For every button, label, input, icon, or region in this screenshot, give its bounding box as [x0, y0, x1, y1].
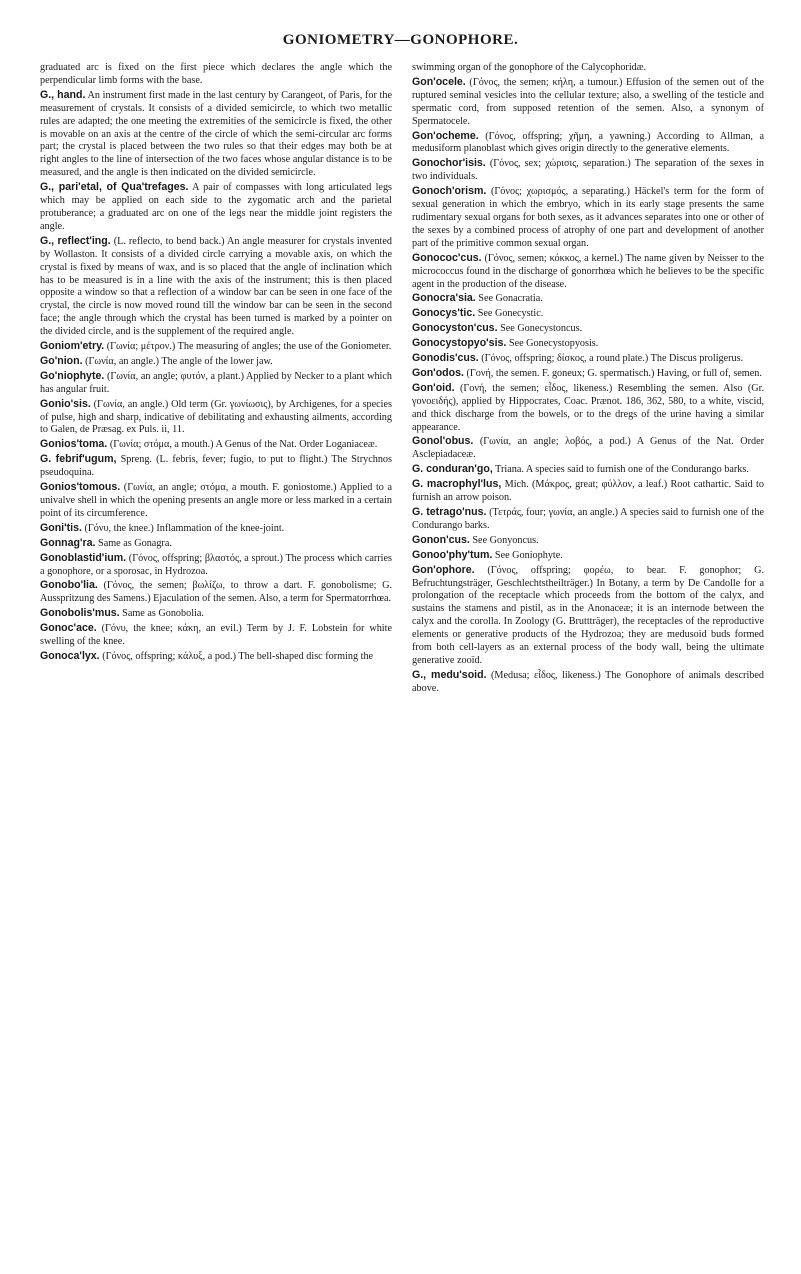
entry-headword: Gonochor'isis.: [412, 157, 486, 170]
dictionary-entry: [412, 307, 764, 321]
entry-headword: Gonodis'cus.: [412, 352, 479, 365]
entry-headword: Gon'odos.: [412, 366, 464, 379]
dictionary-entry: [40, 370, 392, 397]
dictionary-entry: [40, 181, 392, 234]
entry-headword: G. conduran'go,: [412, 463, 493, 476]
entry-definition: swimming organ of the gonophore of the Calycophoridæ.: [412, 62, 647, 73]
entry-definition: See Gonecystic.: [475, 308, 544, 320]
entry-headword: Gonococ'cus.: [412, 251, 482, 264]
entry-headword: G., hand.: [40, 88, 86, 101]
entry-definition: (Γονή, the semen; εἶδος, likeness.) Resembling the semen. Also (Gr. γονοειδής), applied by Hippocrates, Coac. Prænot. 186, 362, 580, to a white, viscid, and thick discharge from the bowels, or to the dregs of the urine having a similar appearance.: [412, 382, 764, 433]
entry-headword: Gonios'toma.: [40, 438, 108, 451]
entry-definition: (Γόνος, offspring; βλαστός, a sprout.) The process which carries a gonophore, or a sporosac, in Hydrozoa.: [40, 552, 392, 577]
dictionary-entry: [40, 89, 392, 180]
dictionary-entry: [412, 130, 764, 157]
entry-headword: G., medu'soid.: [412, 668, 487, 681]
entry-definition: (Τετράς, four; γωνία, an angle.) A species said to furnish one of the Condurango barks.: [412, 507, 764, 531]
dictionary-entry: [40, 398, 392, 438]
entry-headword: Gonocra'sia.: [412, 292, 476, 305]
entry-headword: Gon'oid.: [412, 381, 455, 394]
dictionary-entry: [40, 62, 392, 88]
dictionary-entry: [412, 76, 764, 129]
entry-headword: Gon'ophore.: [412, 563, 475, 576]
dictionary-entry: [412, 62, 764, 75]
entry-definition: Same as Gonobolia.: [119, 608, 204, 620]
entry-definition: (Γόνος, offspring; φορέω, to bear. F. gonophor; G. Befruchtungsträger, Geschlechtstheilträger.) In Botany, a term by De Candolle for a prolongation of the receptacle which proceeds from the bottom of the calyx, and sustains the stamens and pistil, as in the Anonaceæ; it is an internode between the calyx and the corolla. In Zoology (G. Bruttträger), the receptacles of the reproductive elements or generative products of the Hydrozoa; they are medusoid buds formed from both cell-layers as an external process of the body wall, being the ultimate generative zooïd.: [412, 564, 764, 666]
entry-definition: (Γωνία; μέτρον.) The measuring of angles; the use of the Goniometer.: [104, 341, 392, 353]
entry-definition: (Γόνος, the semen; βωλίζω, to throw a dart. F. gonobolisme; G. Ausspritzung des Samens.) Ejaculation of the semen. Also, a term for Spermatorrhœa.: [40, 580, 392, 605]
entry-definition: (Γόνος, the semen; κήλη, a tumour.) Effusion of the semen out of the ruptured seminal vesicles into the cellular texture; also, a swelling of the testicle and spermatic cord, from supposed retention of the semen. Also, a synonym of Spermatocele.: [412, 76, 764, 127]
entry-definition: (Γωνία, an angle; στόμα, a mouth. F. goniostome.) Applied to a univalve shell in which the opening presents an angle more or less marked in a certain point of its circumference.: [40, 482, 392, 519]
dictionary-entry: [40, 537, 392, 551]
entry-definition: See Gonecystoncus.: [497, 323, 583, 335]
dictionary-entry: [412, 185, 764, 251]
dictionary-entry: [40, 607, 392, 621]
entry-definition: See Gonyoncus.: [469, 534, 539, 546]
dictionary-entry: [40, 355, 392, 369]
entry-definition: (Γόνυ, the knee.) Inflammation of the knee-joint.: [81, 522, 285, 534]
dictionary-entry: [412, 463, 764, 477]
dictionary-entry: [412, 435, 764, 462]
entry-headword: Gonoch'orism.: [412, 185, 487, 198]
entry-headword: G. febrif'ugum,: [40, 453, 117, 466]
entry-headword: Gonnag'ra.: [40, 536, 96, 549]
entry-headword: Gonon'cus.: [412, 533, 470, 546]
right-column: [412, 62, 764, 1262]
dictionary-entry: [412, 337, 764, 351]
dictionary-entry: [40, 340, 392, 354]
entry-definition: (Γόνος; χωρισμός, a separating.) Häckel's term for the form of sexual generation in which the embryo, which in its early stage presents the same rudimentary sexual organs for both sexes, as it advances separates into one or other of the sexes by a combined process of atrophy of one part and development of another part of the primitive common sexual organ.: [412, 186, 764, 249]
dictionary-entry: [40, 438, 392, 452]
entry-definition: (Γωνία, an angle.) Old term (Gr. γωνίωσις), by Archigenes, for a species of pulse, high and sharp, indicative of debilitating and exhausting ailments, according to Galen, de Præsag. ex Puls. ii, 11.: [40, 398, 392, 436]
dictionary-entry: [40, 522, 392, 536]
entry-headword: Gonio'sis.: [40, 397, 91, 410]
entry-definition: (Γόνος, offspring; δίσκος, a round plate.) The Discus proligerus.: [478, 353, 744, 365]
entry-headword: Goni'tis.: [40, 521, 82, 534]
dictionary-entry: [412, 352, 764, 366]
dictionary-entry: [412, 669, 764, 696]
dictionary-entry: [40, 235, 392, 339]
entry-headword: Go'nion.: [40, 354, 83, 367]
entry-definition: (Γωνία, an angle.) The angle of the lower jaw.: [82, 355, 273, 367]
entry-headword: Goniom'etry.: [40, 340, 105, 353]
entry-definition: graduated arc is fixed on the first piece which declares the angle which the perpendicular limb forms with the base.: [40, 62, 392, 86]
dictionary-entry: [412, 252, 764, 292]
entry-headword: Gonobolis'mus.: [40, 607, 120, 620]
entry-headword: Gonobo'lia.: [40, 579, 98, 592]
entry-definition: (Γόνος, semen; κόκκος, a kernel.) The name given by Neisser to the micrococcus found in the discharge of gonorrhœa which he believes to be the specific agent in the production of the disease.: [412, 252, 764, 290]
dictionary-entry: [412, 478, 764, 505]
entry-headword: Gonoo'phy'tum.: [412, 548, 493, 561]
entry-definition: An instrument first made in the last century by Carangeot, of Paris, for the measurement of crystals. It consists of a divided semicircle, to which two metallic rules are adapted; the one meeting the extremities of the semicircle is fixed, the other is movable on an axis at the centre of the circle of which the semi-circular arc forms part; the crystal is placed between the two rules so that their edges may both be at right angles to the line of intersection of the two faces whose angular distance is to be measured, and the angle is then indicated on the divided semicircle.: [40, 89, 392, 179]
entry-headword: Gonocyston'cus.: [412, 322, 498, 335]
entry-definition: See Gonacratia.: [475, 293, 543, 305]
entry-headword: Gon'ocele.: [412, 75, 466, 88]
dictionary-entry: [412, 367, 764, 381]
entry-headword: G. tetrago'nus.: [412, 506, 487, 518]
left-column: [40, 62, 392, 1262]
entry-definition: Spreng. (L. febris, fever; fugio, to put to flight.) The Strychnos pseudoquina.: [40, 454, 392, 479]
running-head: GONIOMETRY—GONOPHORE.: [282, 32, 519, 48]
entry-definition: (Γωνία; στόμα, a mouth.) A Genus of the Nat. Order Loganiaceæ.: [107, 439, 378, 451]
dictionary-entry: [412, 382, 764, 435]
dictionary-entry: [412, 292, 764, 306]
dictionary-entry: [412, 157, 764, 184]
dictionary-entry: [40, 622, 392, 649]
dictionary-entry: [412, 534, 764, 548]
entry-definition: A pair of compasses with long articulated legs which may be applied on each side to the zygomatic arch and the parietal protuberance; a graduated arc on one of the legs near the middle joint registers the angle.: [40, 182, 392, 232]
entry-definition: Triana. A species said to furnish one of the Condurango barks.: [492, 464, 749, 476]
entry-definition: (Γόνος, sex; χώρισις, separation.) The separation of the sexes in two individuals.: [412, 158, 764, 183]
entry-headword: G., reflect'ing.: [40, 234, 111, 247]
entry-definition: (L. reflecto, to bend back.) An angle measurer for crystals invented by Wollaston. It consists of a divided circle carrying a movable axis, on which the crystal is fixed by means of wax, and is so placed that the angle of inclination which has to be measured is in a line with the axis of the instrument; this is then placed opposite a window so that a reflection of a window bar can be seen in one face of the crystal, the circle is now moved round till the window bar can be seen in the second face; the angle through which the crystal has been turned is marked by a pointer on the divided circle, and is the supplement of the required angle.: [40, 235, 392, 338]
dictionary-entry: [412, 506, 764, 533]
dictionary-entry: [40, 650, 392, 664]
dictionary-entry: [412, 322, 764, 336]
entry-definition: Mich. (Μάκρος, great; φύλλον, a leaf.) Root cathartic. Said to furnish an arrow poison.: [412, 479, 764, 504]
entry-headword: G. macrophyl'lus,: [412, 478, 502, 491]
entry-headword: Gonocys'tic.: [412, 307, 476, 320]
entry-headword: Gon'ocheme.: [412, 129, 479, 142]
entry-definition: (Γωνία, an angle; λοβός, a pod.) A Genus of the Nat. Order Asclepiadaceæ.: [412, 436, 764, 461]
entry-headword: Gonoc'ace.: [40, 622, 97, 635]
dictionary-entry: [40, 579, 392, 606]
entry-headword: Gonocystopyo'sis.: [412, 337, 507, 350]
entry-headword: Gonol'obus.: [412, 435, 474, 448]
entry-definition: (Γόνυ, the knee; κάκη, an evil.) Term by J. F. Lobstein for white swelling of the knee.: [40, 623, 392, 648]
dictionary-entry: [40, 453, 392, 480]
entry-definition: See Gonecystopyosis.: [506, 338, 599, 350]
entry-headword: G., pari'etal, of Qua'trefages.: [40, 181, 189, 194]
entry-headword: Gonios'tomous.: [40, 481, 121, 494]
entry-headword: Go'niophyte.: [40, 369, 105, 382]
entry-headword: Gonoca'lyx.: [40, 649, 100, 662]
dictionary-entry: [412, 564, 764, 668]
entry-definition: (Medusa; εἶδος, likeness.) The Gonophore of animals described above.: [412, 669, 764, 694]
dictionary-entry: [412, 549, 764, 563]
entry-definition: Same as Gonagra.: [95, 537, 172, 549]
entry-definition: See Goniophyte.: [492, 549, 563, 561]
entry-definition: (Γόνος, offspring; χῆμη, a yawning.) According to Allman, a medusiform planoblast which gives origin directly to the generative elements.: [412, 130, 764, 155]
dictionary-entry: [40, 552, 392, 579]
dictionary-entry: [40, 481, 392, 521]
entry-definition: (Γωνία, an angle; φυτόν, a plant.) Applied by Necker to a plant which has angular fruit.: [40, 370, 392, 395]
entry-definition: (Γονή, the semen. F. goneux; G. spermatisch.) Having, or full of, semen.: [463, 367, 762, 379]
entry-definition: (Γόνος, offspring; κάλυξ, a pod.) The bell-shaped disc forming the: [99, 650, 374, 662]
entry-headword: Gonoblastid'ium.: [40, 551, 127, 564]
